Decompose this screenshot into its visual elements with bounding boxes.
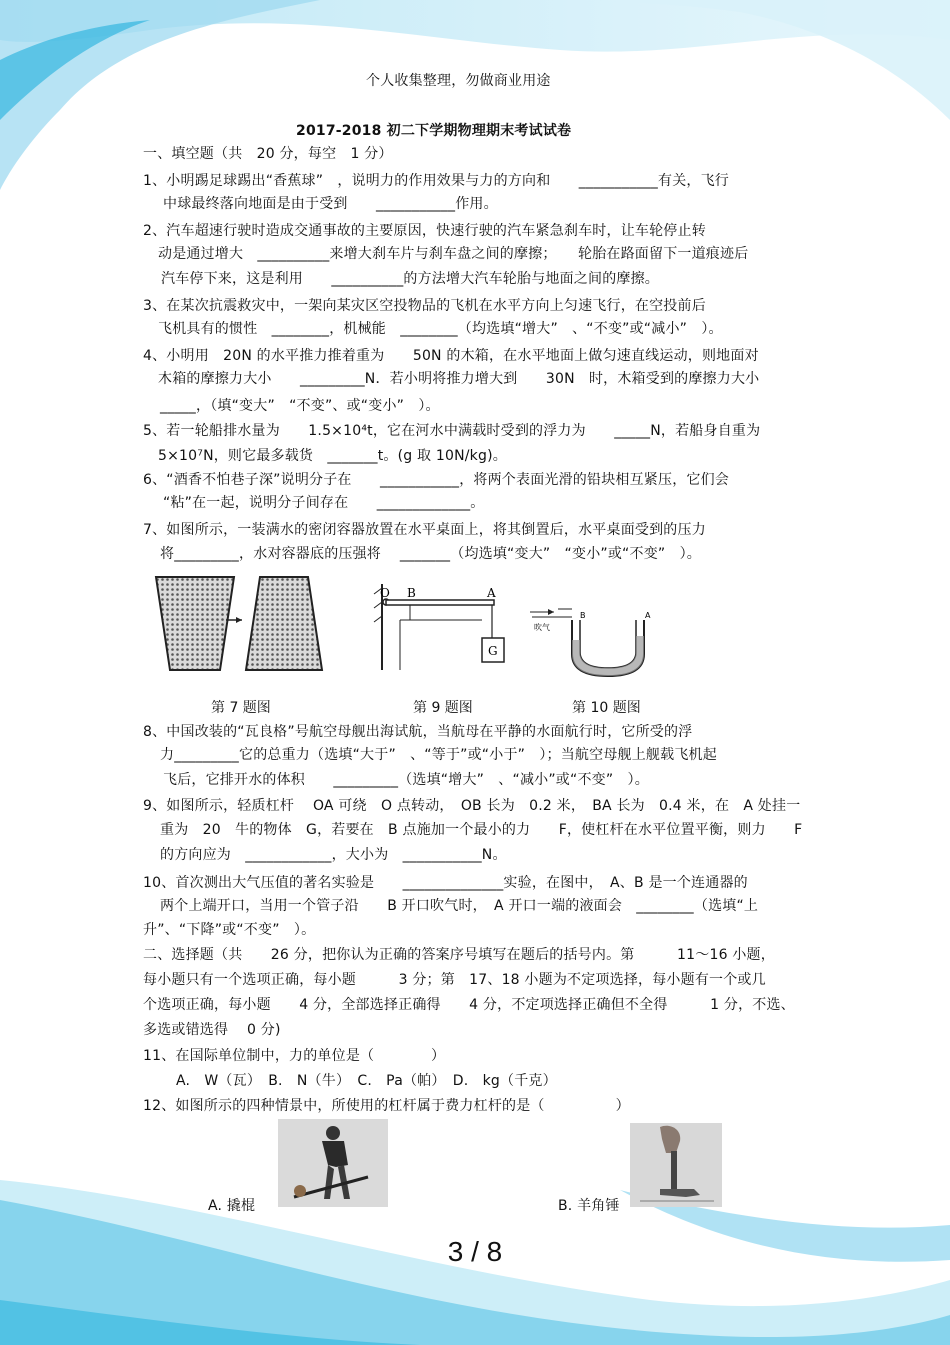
question-10-line-1: 10、首次测出大气压值的著名实验是 ______________实验，在图中， A、B 是一个连通器的 bbox=[143, 875, 748, 891]
question-7-line-1: 7、如图所示，一装满水的密闭容器放置在水平桌面上，将其倒置后，水平桌面受到的压力 bbox=[143, 522, 706, 538]
section-2-line-4: 多选或错选得 0 分) bbox=[143, 1022, 281, 1038]
question-9-line-2: 重为 20 牛的物体 G，若要在 B 点施加一个最小的力 F，使杠杆在水平位置平衡，则力 F bbox=[160, 822, 803, 838]
label-g: G bbox=[488, 644, 498, 658]
figure-10-u-tube bbox=[528, 604, 668, 684]
q12-option-a: A. 撬棍 bbox=[208, 1198, 256, 1214]
caption-fig-9: 第 9 题图 bbox=[413, 700, 473, 716]
figure-7-containers bbox=[150, 572, 330, 682]
section-2-line-1: 二、选择题（共 26 分，把你认为正确的答案序号填写在题后的括号内。第 11～16 小题， bbox=[143, 947, 775, 963]
label-a: A bbox=[645, 611, 651, 620]
label-blow: 吹气 bbox=[534, 623, 550, 632]
question-1-line-1: 1、小明踢足球踢出“香蕉球” ，说明力的作用效果与力的方向和 ___________有关，飞行 bbox=[143, 173, 730, 189]
question-4-line-1: 4、小明用 20N 的水平推力推着重为 50N 的木箱，在水平地面上做匀速直线运动，则地面对 bbox=[143, 348, 759, 364]
label-b: B bbox=[580, 611, 586, 620]
question-8-line-1: 8、中国改装的“瓦良格”号航空母舰出海试航，当航母在平静的水面航行时，它所受的浮 bbox=[143, 724, 693, 740]
question-6-line-2: “粘”在一起，说明分子间存在 _____________。 bbox=[163, 495, 485, 511]
page-title: 2017-2018 初二下学期物理期末考试试卷 bbox=[296, 123, 572, 139]
question-9-line-3: 的方向应为 ____________，大小为 ___________N。 bbox=[160, 847, 507, 863]
question-8-line-2: 力_________它的总重力（选填“大于” 、“等于”或“小于” ）；当航空母舰上舰载飞机起 bbox=[160, 747, 717, 763]
section-1-heading: 一、填空题（共 20 分，每空 1 分） bbox=[143, 146, 393, 162]
question-2-line-3: 汽车停下来，这是利用 __________的方法增大汽车轮胎与地面之间的摩擦。 bbox=[161, 271, 659, 287]
question-6-line-1: 6、“酒香不怕巷子深”说明分子在 ___________，将两个表面光滑的铅块相互紧压，它们会 bbox=[143, 472, 730, 488]
section-2-line-3: 个选项正确，每小题 4 分，全部选择正确得 4 分，不定项选择正确但不全得 1 分，不选、 bbox=[143, 997, 795, 1013]
claw-hammer-photo bbox=[630, 1123, 722, 1207]
question-7-line-2: 将_________，水对容器底的压强将 _______（均选填“变大” “变小”或“不变” ）。 bbox=[160, 546, 701, 562]
question-11-options: A. W（瓦） B. N（牛） C. Pa（帕） D. kg（千克） bbox=[176, 1073, 557, 1089]
question-10-line-3: 升”、“下降”或“不变” ）。 bbox=[143, 922, 316, 938]
caption-fig-10: 第 10 题图 bbox=[572, 700, 641, 716]
question-9-line-1: 9、如图所示，轻质杠杆 OA 可绕 O 点转动， OB 长为 0.2 米， BA 长为 0.4 米，在 A 处挂一 bbox=[143, 798, 801, 814]
figure-9-lever bbox=[370, 580, 510, 675]
question-4-line-3: _____，（填“变大” “不变”、或“变小” ）。 bbox=[160, 398, 440, 414]
caption-fig-7: 第 7 题图 bbox=[211, 700, 271, 716]
label-b: B bbox=[407, 586, 416, 600]
question-4-line-2: 木箱的摩擦力大小 _________N．若小明将推力增大到 30N 时，木箱受到的摩擦力大小 bbox=[158, 371, 760, 387]
header-note: 个人收集整理，勿做商业用途 bbox=[366, 73, 551, 89]
crowbar-photo bbox=[278, 1119, 388, 1207]
question-5-line-1: 5、若一轮船排水量为 1.5×10⁴t，它在河水中满载时受到的浮力为 _____N，若船身自重为 bbox=[143, 423, 761, 439]
question-8-line-3: 飞后，它排开水的体积 _________（选填“增大” 、“减小”或“不变” ）。 bbox=[163, 772, 649, 788]
q12-option-b: B. 羊角锤 bbox=[558, 1198, 620, 1214]
question-12: 12、如图所示的四种情景中，所使用的杠杆属于费力杠杆的是（ ） bbox=[143, 1098, 630, 1114]
question-2-line-2: 动是通过增大 __________来增大刹车片与刹车盘之间的摩擦； 轮胎在路面留下一道痕迹后 bbox=[158, 246, 749, 262]
page-number: 3 / 8 bbox=[447, 1236, 503, 1267]
label-o: O bbox=[380, 586, 390, 600]
question-10-line-2: 两个上端开口，当用一个管子沿 B 开口吹气时， A 开口一端的液面会 ________（选填“上 bbox=[160, 898, 759, 914]
question-2-line-1: 2、汽车超速行驶时造成交通事故的主要原因，快速行驶的汽车紧急刹车时，让车轮停止转 bbox=[143, 223, 706, 239]
question-5-line-2: 5×10⁷N，则它最多载货 _______t。(g 取 10N/kg)。 bbox=[158, 448, 507, 464]
label-a: A bbox=[487, 586, 496, 600]
question-1-line-2: 中球最终落向地面是由于受到 ___________作用。 bbox=[163, 196, 498, 212]
question-3-line-2: 飞机具有的惯性 ________，机械能 ________（均选填“增大” 、“不变”或“减小” ）。 bbox=[158, 321, 723, 337]
question-3-line-1: 3、在某次抗震救灾中，一架向某灾区空投物品的飞机在水平方向上匀速飞行，在空投前后 bbox=[143, 298, 706, 314]
question-11: 11、在国际单位制中，力的单位是（ ） bbox=[143, 1048, 446, 1064]
section-2-line-2: 每小题只有一个选项正确，每小题 3 分；第 17、18 小题为不定项选择，每小题有一个或几 bbox=[143, 972, 766, 988]
